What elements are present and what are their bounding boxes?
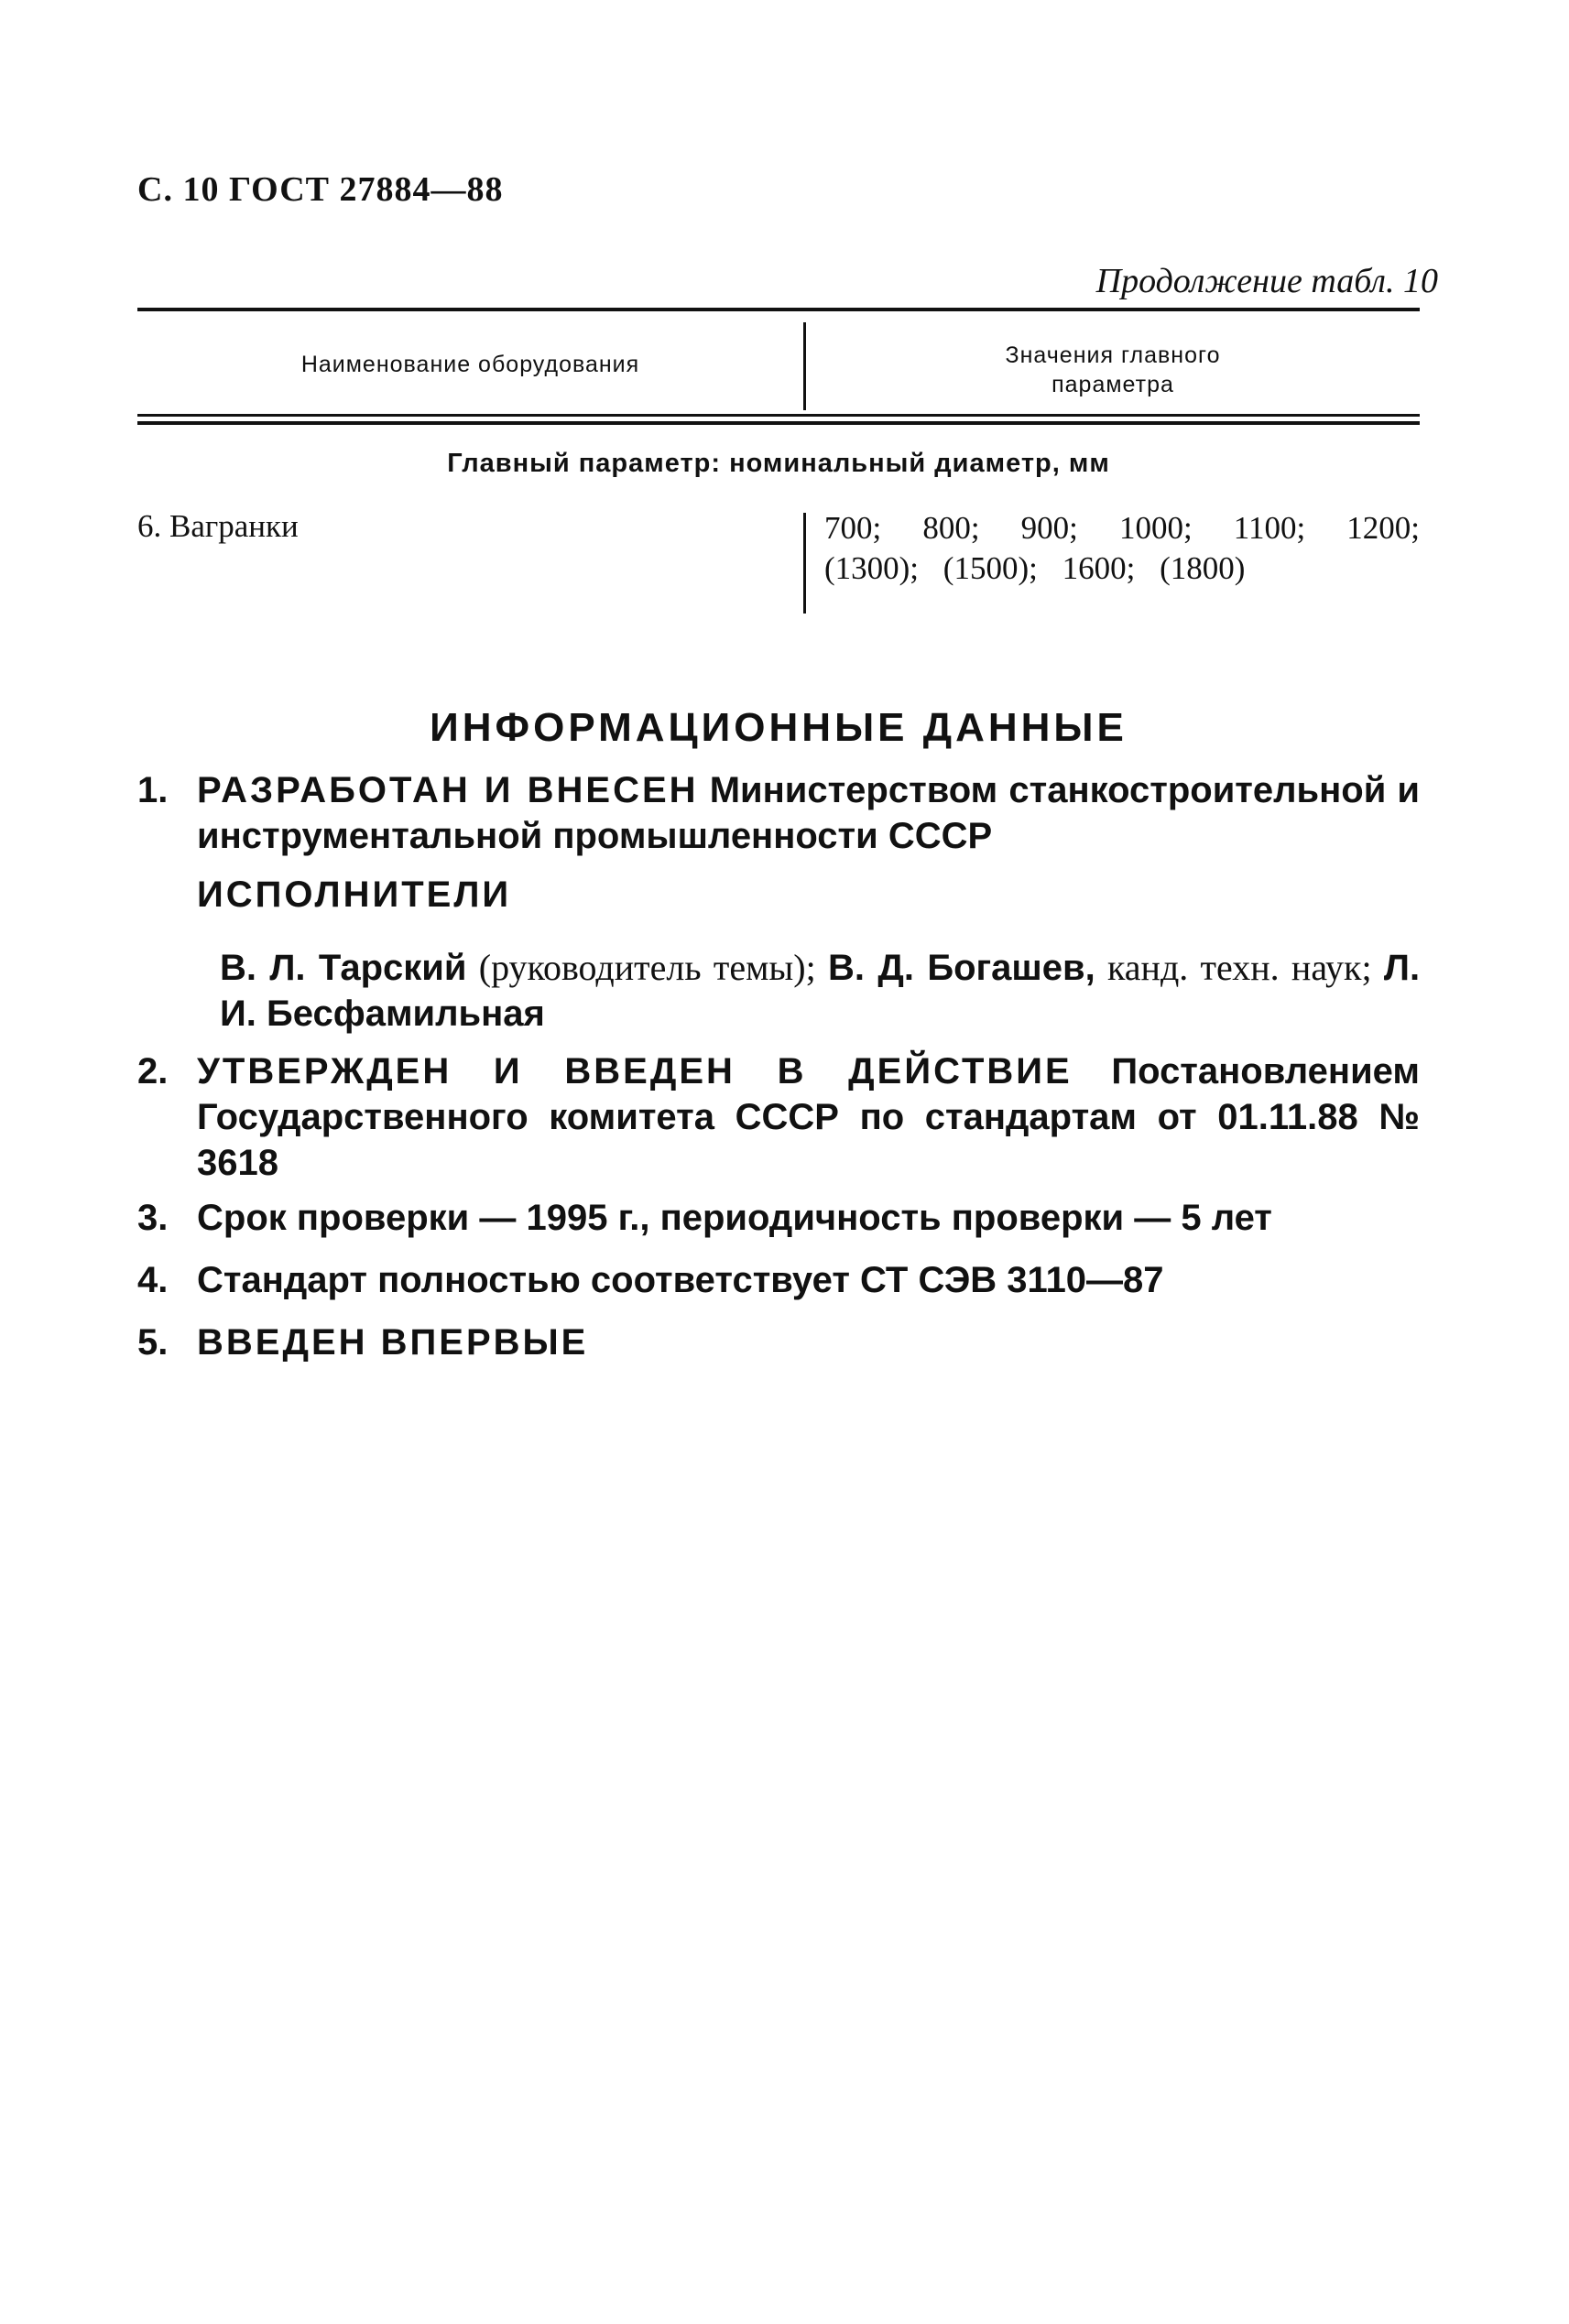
table-row-label: Вагранки [169, 508, 299, 544]
info-item-text: ВВЕДЕН ВПЕРВЫЕ [197, 1322, 589, 1363]
info-item-1 [137, 767, 1420, 868]
executor-role: (руководитель темы); [478, 947, 816, 988]
value-item: 700; [824, 510, 882, 546]
value-item: 1200; [1346, 510, 1420, 546]
table-body-divider [803, 513, 806, 614]
column-header-equipment: Наименование оборудования [300, 352, 640, 377]
executor-role: канд. техн. наук; [1106, 947, 1372, 988]
info-item-body: Министерством станкостроительной и инструментальной промышленности СССР [197, 770, 1421, 856]
info-item-caps: УТВЕРЖДЕН И ВВЕДЕН В ДЕЙСТВИЕ [197, 1051, 1073, 1091]
value-item: (1300); [824, 550, 920, 586]
info-item-number: 4. [137, 1260, 169, 1300]
info-item-4 [137, 1257, 1420, 1308]
info-item-text [197, 1048, 1420, 1186]
value-item: 900; [1020, 510, 1078, 546]
info-item-number: 5. [137, 1322, 169, 1363]
executor-name: Л. И. Бесфамильная [220, 948, 1421, 1034]
executors-list [220, 945, 1420, 1037]
executors-title: ИСПОЛНИТЕЛИ [197, 874, 512, 915]
info-item-number: 1. [137, 770, 169, 810]
info-item-2 [137, 1048, 1420, 1195]
info-item-number: 2. [137, 1051, 169, 1091]
info-item-5 [137, 1319, 1420, 1370]
value-item: 1600; [1062, 550, 1136, 586]
table-header-rule-lower [137, 421, 1420, 425]
table-header-rule-upper [137, 414, 1420, 417]
table-top-rule [137, 308, 1420, 311]
value-item: 1100; [1233, 510, 1306, 546]
value-item: 1000; [1118, 510, 1193, 546]
info-item-text: Стандарт полностью соответствует СТ СЭВ 3110—87 [197, 1260, 1164, 1300]
info-section-title: ИНФОРМАЦИОННЫЕ ДАННЫЕ [430, 705, 1128, 750]
table-continuation-label: Продолжение табл. 10 [1095, 262, 1438, 300]
value-item: (1500); [942, 550, 1038, 586]
table-row-values [824, 508, 1420, 589]
column-header-parameter-line1: Значения главного [1005, 342, 1221, 368]
info-item-number: 3. [137, 1198, 169, 1238]
table-row-name [137, 508, 299, 545]
page-header: С. 10 ГОСТ 27884—88 [137, 170, 504, 209]
values-line-1 [824, 508, 1420, 548]
info-item-text: Срок проверки — 1995 г., периодичность проверки — 5 лет [197, 1198, 1272, 1238]
info-item-3 [137, 1195, 1420, 1245]
executor-name: В. Д. Богашев, [827, 948, 1095, 988]
executor-name: В. Л. Тарский [220, 948, 467, 988]
info-item-body: Постановлением Государственного комитета СССР по стандартам от 01.11.88 № 3618 [197, 1051, 1420, 1183]
values-line-2 [824, 548, 1420, 589]
value-item: (1800) [1160, 550, 1246, 586]
info-item-text [197, 767, 1420, 859]
info-item-caps: РАЗРАБОТАН И ВНЕСЕН [197, 770, 699, 810]
table-row-number: 6. [137, 508, 162, 544]
column-header-parameter [806, 341, 1420, 399]
main-parameter-caption: Главный параметр: номинальный диаметр, мм [447, 449, 1110, 478]
value-item: 800; [922, 510, 980, 546]
column-header-parameter-line2: параметра [1051, 372, 1174, 397]
